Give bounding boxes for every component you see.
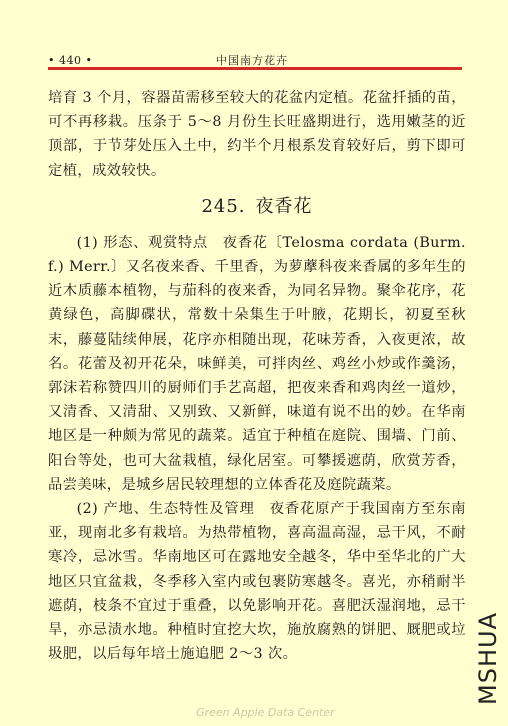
section-title: 夜香花 (255, 195, 313, 217)
bottom-watermark: Green Apple Data Center (196, 706, 335, 719)
header-rule (48, 67, 462, 70)
section-heading (48, 195, 466, 219)
paragraph-ecology: (2) 产地、生态特性及管理 夜香花原产于我国南方至东南亚，现南北多有栽培。为热带植物，喜高温高湿，忌干风，不耐寒冷，忌冰雪。华南地区可在露地安全越冬，华中至华北的广大地区只宜盆栽，冬季移入室内或包裹防寒越冬。喜光，亦稍耐半遮荫，枝条不宜过于重叠，以免影响开花。喜肥沃湿润地，忌干旱，亦忌渍水地。种植时宜挖大坎，施放腐熟的饼肥、厩肥或垃圾肥，以后每年培土施追肥 2～3 次。 (48, 501, 466, 663)
side-watermark: MSHUA (474, 612, 502, 705)
paragraph-morphology: (1) 形态、观赏特点 夜香花〔Telosma cordata (Burm. f.) Merr.〕又名夜来香、千里香，为萝藦科夜来香属的多年生的近木质藤本植物，与茄科的夜来香，为同名异物。聚伞花序，花黄绿色，高脚碟状，常数十朵集生于叶腋，花期长，初夏至秋末，藤蔓陆续伸展，花序亦相随出现，花味芳香，入夜更浓，故名。花蕾及初开花朵，味鲜美，可拌肉丝、鸡丝小炒或作羹汤，郭沫若称赞四川的厨师们手艺高超，把夜来香和鸡肉丝一道炒，又清香、又清甜、又别致、又新鲜，味道有说不出的妙。在华南地区是一种颇为常见的蔬菜。适宜于种植在庭院、围墙、门前、阳台等处，也可大盆栽植，绿化居室。可攀援遮荫，欣赏芳香，品尝美味，是城乡居民较理想的立体香花及庭院蔬菜。 (48, 234, 466, 493)
book-title: 中国南方花卉 (216, 54, 288, 67)
paragraph-continued: 培育 3 个月，容器苗需移至较大的花盆内定植。花盆扦插的苗，可不再移栽。压条于 5～8 月份生长旺盛期进行，选用嫩茎的近顶部，于节芽处压入土中，约半个月根系发育较好后，剪下即可定植，成效较快。 (48, 90, 466, 179)
section-number: 245. (201, 195, 246, 217)
page-number: • 440 • (48, 54, 93, 67)
page-content (48, 86, 466, 666)
page-header (48, 54, 468, 68)
